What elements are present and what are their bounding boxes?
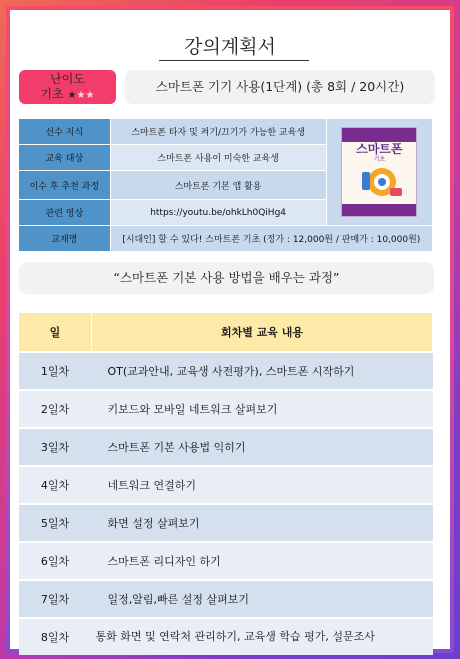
info-label: 이수 후 추천 과정	[19, 171, 111, 200]
schedule-content: 화면 설정 살펴보기	[92, 504, 433, 542]
star-empty-icon: ★	[85, 90, 95, 101]
star-filled-icon: ★	[67, 90, 77, 101]
info-label: 교재명	[19, 226, 111, 252]
table-row	[19, 504, 433, 542]
schedule-content: 키보드와 모바일 네트워크 살펴보기	[92, 390, 433, 428]
info-row	[19, 119, 433, 145]
schedule-table	[18, 312, 433, 655]
table-row	[19, 466, 433, 504]
schedule-header-day: 일	[19, 313, 92, 353]
schedule-content: OT(교과안내, 교육생 사전평가), 스마트폰 시작하기	[92, 352, 433, 390]
course-name-box: 스마트폰 기기 사용(1단계) (총 8회 / 20시간)	[125, 70, 435, 104]
lecture-plan-card	[10, 10, 450, 649]
schedule-content: 스마트폰 기본 사용법 익히기	[92, 428, 433, 466]
schedule-day: 7일차	[19, 580, 92, 618]
level-value: 기초	[40, 87, 64, 101]
info-value: [시대인] 할 수 있다! 스마트폰 기초 (정가 : 12,000원 / 판매가 : 10,000원)	[110, 226, 432, 252]
book-cover-title: 스마트폰	[356, 142, 403, 156]
book-cover-subtitle: 기초	[373, 156, 386, 163]
table-row	[19, 428, 433, 466]
info-value: 스마트폰 기본 앱 활용	[110, 171, 326, 200]
course-info-table	[18, 118, 433, 252]
schedule-day: 1일차	[19, 352, 92, 390]
table-row	[19, 580, 433, 618]
book-cover-cell	[326, 119, 432, 226]
star-rating	[68, 87, 95, 103]
book-illustration-icon	[342, 128, 416, 216]
schedule-content: 통화 화면 및 연락처 관리하기, 교육생 학습 평가, 설문조사	[92, 618, 433, 655]
info-row	[19, 226, 433, 252]
info-label: 교육 대상	[19, 145, 111, 171]
table-row	[19, 352, 433, 390]
page-title: 강의계획서	[184, 36, 276, 58]
schedule-day: 4일차	[19, 466, 92, 504]
info-value: 스마트폰 사용이 미숙한 교육생	[110, 145, 326, 171]
schedule-day: 5일차	[19, 504, 92, 542]
table-row	[19, 390, 433, 428]
level-badge	[19, 70, 116, 104]
book-cover-image	[341, 127, 417, 217]
book-cover-footer	[342, 204, 416, 216]
schedule-content: 스마트폰 리디자인 하기	[92, 542, 433, 580]
level-label: 난이도	[50, 72, 85, 86]
info-value: 스마트폰 타자 및 켜기/끄기가 가능한 교육생	[110, 119, 326, 145]
info-label: 관련 영상	[19, 200, 111, 226]
schedule-day: 8일차	[19, 618, 92, 655]
level-row	[19, 87, 116, 103]
title-underline	[159, 60, 309, 61]
video-link[interactable]: https://youtu.be/ohkLh0QiHg4	[110, 200, 326, 226]
schedule-day: 2일차	[19, 390, 92, 428]
course-summary-quote: “스마트폰 기본 사용 방법을 배우는 과정”	[19, 262, 434, 294]
info-label: 선수 지식	[19, 119, 111, 145]
schedule-day: 3일차	[19, 428, 92, 466]
table-row	[19, 618, 433, 655]
schedule-content: 네트워크 연결하기	[92, 466, 433, 504]
schedule-header-row	[19, 313, 433, 353]
star-empty-icon: ★	[76, 90, 86, 101]
table-row	[19, 542, 433, 580]
schedule-content: 일정,알림,빠른 설정 살펴보기	[92, 580, 433, 618]
schedule-day: 6일차	[19, 542, 92, 580]
schedule-header-content: 회차별 교육 내용	[92, 313, 433, 353]
